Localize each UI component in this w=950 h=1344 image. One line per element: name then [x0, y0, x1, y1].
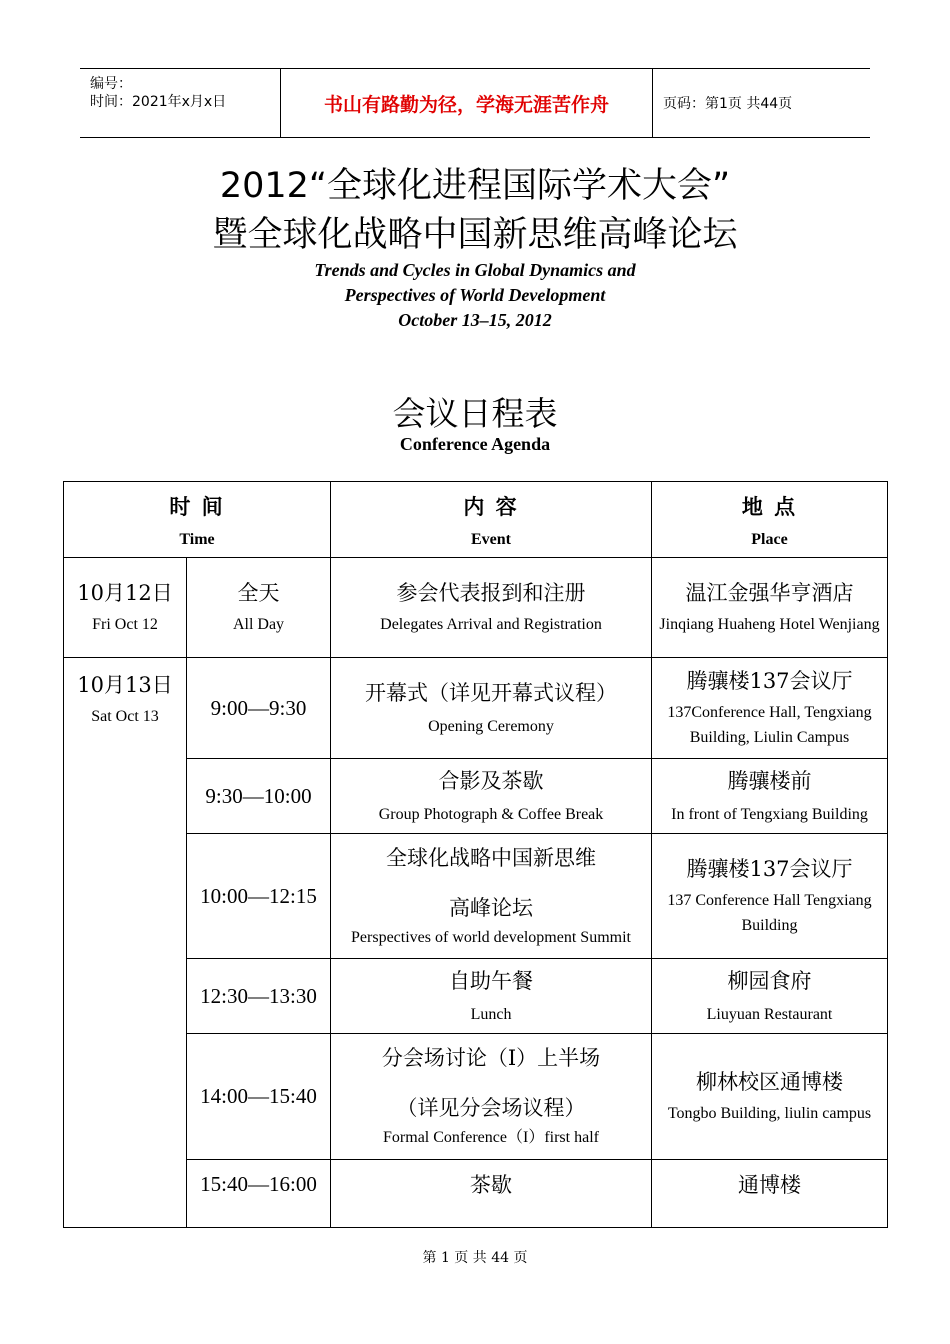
time-cell: 10:00—12:15	[187, 834, 331, 959]
time-cell: 12:30—13:30	[187, 959, 331, 1034]
header-time-en: Time	[179, 530, 215, 548]
time-label: 时间：2021年x月x日	[90, 94, 227, 110]
title-line-2: 暨全球化战略中国新思维高峰论坛	[212, 215, 738, 255]
place-cn: 腾骧楼前	[727, 768, 812, 793]
event-cn: 开幕式（详见开幕式议程）	[365, 680, 617, 705]
place-en: 137Conference Hall, Tengxiang Building, Liulin Campus	[667, 704, 872, 746]
date-en: Fri Oct 12	[92, 616, 158, 633]
table-row	[64, 1160, 888, 1228]
header-place-en: Place	[751, 530, 788, 548]
event-cn: 分会场讨论（I）上半场	[381, 1046, 601, 1070]
date-cn: 10月13日	[77, 673, 173, 697]
table-row	[64, 834, 888, 959]
event-cell	[331, 834, 652, 959]
date-cell	[64, 658, 187, 1228]
header-event	[331, 482, 652, 558]
event-cn-2: （详见分会场议程）	[396, 1096, 586, 1120]
time-en: All Day	[232, 616, 285, 633]
place-cn: 腾骧楼137会议厅	[686, 669, 853, 693]
time-cell: 9:00—9:30	[187, 658, 331, 759]
place-en: Liuyuan Restaurant	[706, 1005, 833, 1023]
place-cell	[652, 1160, 888, 1228]
place-cn: 柳园食府	[727, 968, 812, 993]
event-cn: 合影及茶歇	[438, 768, 544, 793]
table-header-row	[64, 482, 888, 558]
table-row	[64, 759, 888, 834]
place-cell	[652, 658, 888, 759]
number-label: 编号：	[90, 76, 132, 92]
time-cell: 9:30—10:00	[187, 759, 331, 834]
time-cell: 14:00—15:40	[187, 1034, 331, 1160]
event-cn-2: 高峰论坛	[449, 895, 533, 920]
event-en: Lunch	[470, 1005, 512, 1023]
place-cell	[652, 959, 888, 1034]
header-motto: 书山有路勤为径，学海无涯苦作舟	[281, 69, 653, 137]
place-cell	[652, 558, 888, 658]
event-en: Delegates Arrival and Registration	[380, 616, 602, 633]
agenda-title-en: Conference Agenda	[399, 434, 551, 454]
header-event-en: Event	[471, 530, 511, 548]
event-cell	[331, 1034, 652, 1160]
table-row	[64, 959, 888, 1034]
event-cn: 参会代表报到和注册	[396, 581, 586, 605]
event-en: Opening Ceremony	[428, 717, 554, 735]
place-en: In front of Tengxiang Building	[671, 805, 868, 823]
place-en: Jinqiang Huaheng Hotel Wenjiang	[659, 616, 880, 633]
subtitle-en-1: Trends and Cycles in Global Dynamics and	[314, 260, 636, 280]
place-cell	[652, 834, 888, 959]
place-cell	[652, 1034, 888, 1160]
event-cell	[331, 1160, 652, 1228]
event-en: Group Photograph & Coffee Break	[378, 805, 604, 823]
place-cn: 通博楼	[738, 1173, 801, 1197]
time-cell: 15:40—16:00	[187, 1160, 331, 1228]
header-place	[652, 482, 888, 558]
page-footer: 第 1 页 共 44 页	[422, 1250, 528, 1266]
date-cn: 10月12日	[77, 581, 173, 605]
time-cn: 全天	[237, 581, 280, 605]
place-en: 137 Conference Hall Tengxiang Building	[667, 892, 872, 934]
place-cn: 腾骧楼137会议厅	[686, 857, 853, 881]
header-event-cn: 内 容	[463, 494, 519, 519]
place-cn: 柳林校区通博楼	[696, 1070, 843, 1094]
table-row	[64, 558, 888, 658]
event-en: Perspectives of world development Summit	[351, 928, 631, 946]
event-en: Formal Conference（I）first half	[383, 1129, 599, 1146]
subtitle-en-2: Perspectives of World Development	[344, 285, 606, 305]
place-en: Tongbo Building, liulin campus	[667, 1105, 872, 1122]
header-time	[64, 482, 331, 558]
header-time-cn: 时 间	[169, 494, 225, 519]
agenda-table	[63, 481, 888, 1228]
place-cell	[652, 759, 888, 834]
conference-date: October 13–15, 2012	[398, 310, 552, 330]
event-cell	[331, 558, 652, 658]
agenda-title: 会议日程表	[392, 394, 558, 433]
header-place-cn: 地 点	[741, 494, 798, 519]
table-row	[64, 1034, 888, 1160]
header-page-info: 页码：第1页 共44页	[663, 96, 793, 112]
date-cell	[64, 558, 187, 658]
time-cell	[187, 558, 331, 658]
date-en: Sat Oct 13	[91, 708, 159, 725]
table-row	[64, 658, 888, 759]
event-cn: 全球化战略中国新思维	[386, 845, 596, 870]
event-cell	[331, 658, 652, 759]
event-cn: 自助午餐	[449, 968, 533, 993]
place-cn: 温江金强华亨酒店	[685, 581, 854, 605]
event-cell	[331, 959, 652, 1034]
event-cell	[331, 759, 652, 834]
page-header	[80, 68, 870, 138]
header-meta	[80, 69, 281, 137]
title-line-1: 2012“全球化进程国际学术大会”	[219, 166, 731, 206]
event-cn: 茶歇	[470, 1173, 512, 1197]
